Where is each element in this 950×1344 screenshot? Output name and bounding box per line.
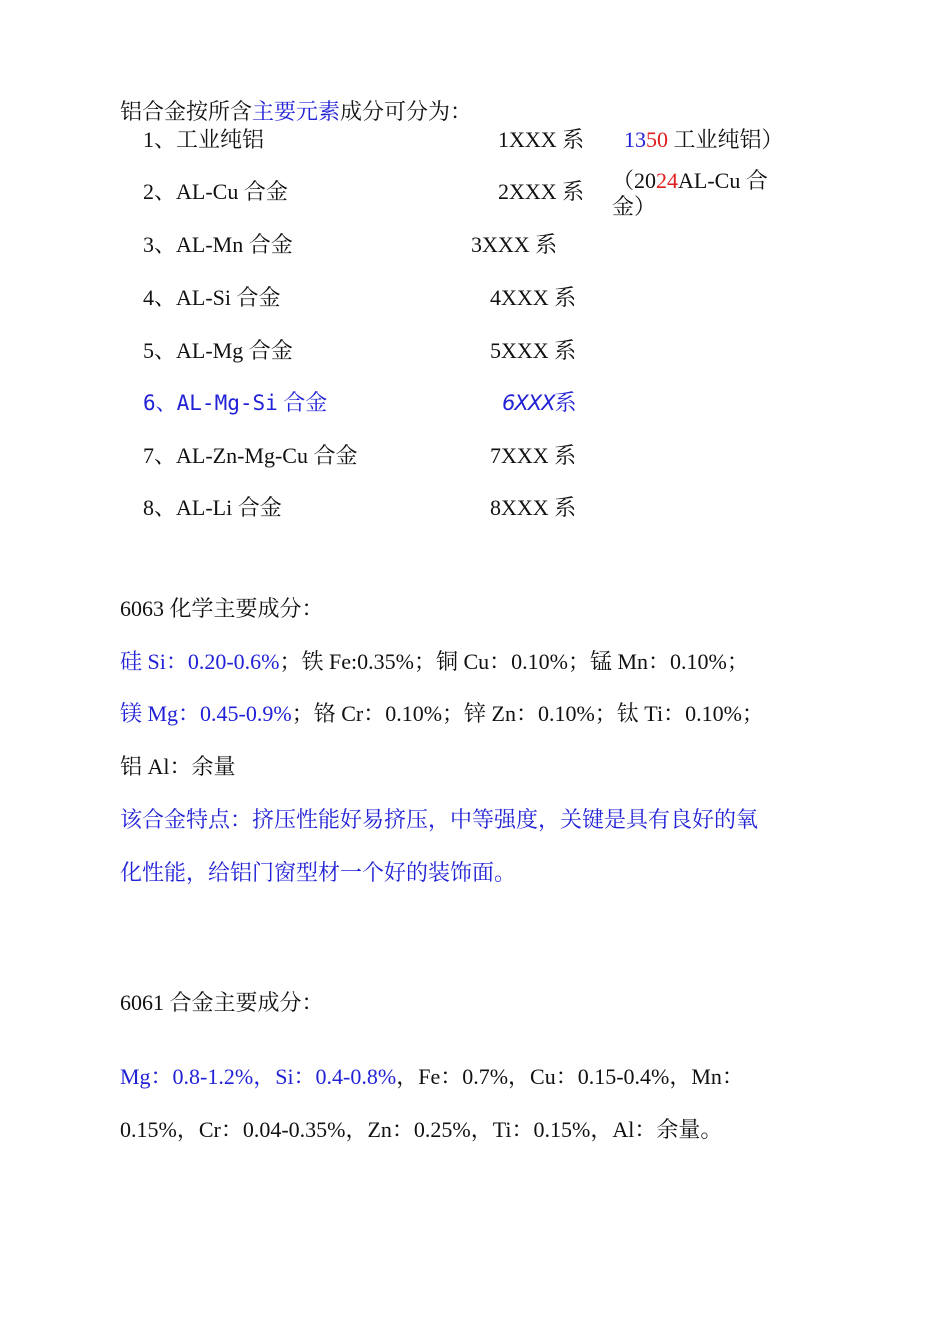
- series-code-1: 1XXX 系: [498, 127, 585, 152]
- alloy6061-line2: 0.15%，Cr：0.04-0.35%，Zn：0.25%，Ti：0.15%，Al：余量。: [120, 1117, 723, 1142]
- series-name-8: 8、AL-Li 合金: [143, 495, 282, 520]
- intro-prefix: 铝合金按所含: [120, 99, 253, 124]
- intro-line: [120, 100, 472, 124]
- alloy6061-line1: Mg：0.8-1.2%，Si：0.4-0.8%，Fe：0.7%，Cu：0.15-0.4%，Mn：: [120, 1064, 744, 1089]
- series-code-7: 7XXX 系: [490, 443, 577, 468]
- series-note-1: 1350 工业纯铝）: [624, 127, 784, 152]
- alloy6063-heading: 6063 化学主要成分：: [120, 596, 324, 621]
- series-name-2: 2、AL-Cu 合金: [143, 179, 288, 204]
- intro-suffix: 成分可分为：: [340, 99, 473, 124]
- series-name-4: 4、AL-Si 合金: [143, 285, 281, 310]
- series-name-5: 5、AL-Mg 合金: [143, 338, 293, 363]
- alloy6063-feature-line2: 化性能，给铝门窗型材一个好的装饰面。: [120, 860, 517, 885]
- series-code-2: 2XXX 系: [498, 179, 585, 204]
- alloy6063-line1: 硅 Si：0.20-0.6%；铁 Fe:0.35%；铜 Cu：0.10%；锰 Mn：0.10%；: [120, 649, 749, 674]
- series-note-2: （2024AL-Cu 合金）: [612, 168, 768, 219]
- series-code-3: 3XXX 系: [471, 232, 558, 257]
- intro-highlight: 主要元素: [252, 99, 341, 124]
- alloy6061-heading: 6061 合金主要成分：: [120, 990, 324, 1015]
- alloy6063-line3: 铝 Al：余量: [120, 754, 236, 779]
- alloy6063-feature-line1: 该合金特点：挤压性能好易挤压，中等强度，关键是具有良好的氧: [120, 807, 759, 832]
- series-code-4: 4XXX 系: [490, 285, 577, 310]
- series-name-7: 7、AL-Zn-Mg-Cu 合金: [143, 443, 358, 468]
- series-code-6: 6XXX系: [502, 390, 577, 415]
- series-name-3: 3、AL-Mn 合金: [143, 232, 293, 257]
- series-name-1: 1、工业纯铝: [143, 127, 265, 152]
- series-name-6: 6、AL-Mg-Si 合金: [143, 390, 328, 415]
- series-code-8: 8XXX 系: [490, 495, 577, 520]
- series-code-5: 5XXX 系: [490, 338, 577, 363]
- alloy6063-line2: 镁 Mg：0.45-0.9%；铬 Cr：0.10%；锌 Zn：0.10%；钛 Ti：0.10%；: [120, 701, 764, 726]
